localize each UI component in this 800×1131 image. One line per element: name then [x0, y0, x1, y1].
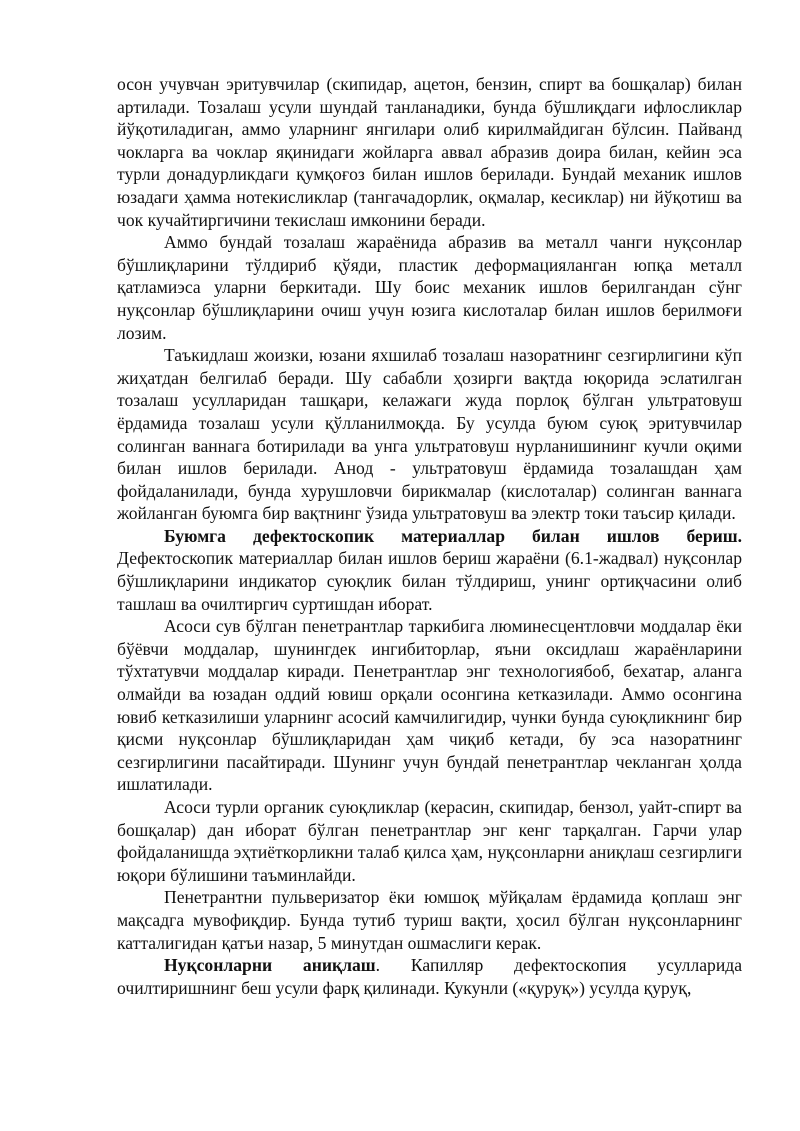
- section-heading: Буюмга дефектоскопик материаллар билан ишлов бериш.: [164, 525, 742, 546]
- paragraph-defectoscopic-processing: [117, 525, 742, 615]
- paragraph-text: . Капилляр дефектоскопия усулларида очилтиришнинг беш усули фарқ қилинади. Кукунли («қуруқ») усулда қуруқ,: [117, 955, 742, 998]
- paragraph-ultrasonic-cleaning: [117, 344, 742, 525]
- paragraph-text: Асоси турли органик суюқликлар (керасин, скипидар, бензол, уайт-спирт ва бошқалар) дан иборат бўлган пенетрантлар энг кенг тарқалган. Гарчи улар фойдаланишда эҳтиёткорликни талаб қилса ҳам, нуқсонларни аниқлаш сезгирлиги юқори бўлишини таъминлайди.: [117, 797, 742, 885]
- section-heading: Нуқсонларни аниқлаш: [164, 955, 376, 976]
- paragraph-penetrant-application: [117, 886, 742, 954]
- paragraph-text: Таъкидлаш жоизки, юзани яхшилаб тозалаш назоратнинг сезгирлигини кўп жиҳатдан белгилаб беради. Шу сабабли ҳозирги вақтда юқорида эслатилган тозалаш усулларидан ташқари, келажаги жуда порлоқ бўлган ультратовуш ёрдамида тозалаш усули қўлланилмоқда. Бу усулда буюм суюқ эритувчилар солинган ваннага ботирилади ва унга ультратовуш нурланишининг кучли оқими билан ишлов берилади. Анод - ультратовуш ёрдамида тозалашдан ҳам фойдаланилади, бунда хурушловчи бирикмалар (кислоталар) солинган ваннага жойланган буюмга бир вақтнинг ўзида ультратовуш ва электр токи таъсир қилади.: [117, 345, 742, 524]
- paragraph-text: осон учувчан эритувчилар (скипидар, ацетон, бензин, спирт ва бошқалар) билан артилади. Тозалаш усули шундай танланадики, бунда бўшлиқдаги ифлосликлар йўқотиладиган, аммо уларнинг янгилари олиб кирилмайдиган бўлсин. Пайванд чокларга ва чоклар яқинидаги жойларга аввал абразив доира билан, кейин эса турли донадурликдаги қумқоғоз билан ишлов берилади. Бундай механик ишлов юзадаги ҳамма нотекисликлар (тангачадорлик, оқмалар, кесиклар) ни йўқотиш ва чок кучайтиргичини текислаш имконини беради.: [117, 74, 742, 230]
- paragraph-organic-penetrants: [117, 796, 742, 886]
- paragraph-text: Дефектоскопик материаллар билан ишлов бериш жараёни (6.1-жадвал) нуқсонлар бўшлиқларини индикатор суюқлик билан тўлдириш, унинг ортиқчасини олиб ташлаш ва очилтиргич суртишдан иборат.: [117, 548, 742, 614]
- paragraph-text: Аммо бундай тозалаш жараёнида абразив ва металл чанги нуқсонлар бўшлиқларини тўлдириб қўяди, пластик деформацияланган юпқа металл қатламиэса уларни беркитади. Шу боис механик ишлов берилгандан сўнг нуқсонлар бўшлиқларини очиш учун юзига кислоталар билан ишлов берилмоғи лозим.: [117, 232, 742, 343]
- paragraph-cleaning-solvents: [117, 73, 742, 231]
- paragraph-abrasive-dust: [117, 231, 742, 344]
- paragraph-text: Пенетрантни пульверизатор ёки юмшоқ мўйқалам ёрдамида қоплаш энг мақсадга мувофиқдир. Бунда тутиб туриш вақти, ҳосил бўлган нуқсонларнинг катталигидан қатъи назар, 5 минутдан ошмаслиги керак.: [117, 887, 742, 953]
- paragraph-water-penetrants: [117, 615, 742, 796]
- paragraph-text: Асоси сув бўлган пенетрантлар таркибига люминесцентловчи моддалар ёки бўёвчи моддалар, шунингдек ингибиторлар, яъни оксидлаш жараёнларини тўхтатувчи моддалар киради. Пенетрантлар энг технологиябоб, бехатар, аланга олмайди ва юзадан оддий ювиш орқали осонгина кетказилади. Аммо осонгина ювиб кетказилиши уларнинг асосий камчилигидир, чунки бунда суюқликнинг бир қисми нуқсонлар бўшлиқларидан ҳам чиқиб кетади, бу эса назоратнинг сезгирлигини пасайтиради. Шунинг учун бундай пенетрантлар чекланган ҳолда ишлатилади.: [117, 616, 742, 795]
- paragraph-defect-detection: [117, 954, 742, 999]
